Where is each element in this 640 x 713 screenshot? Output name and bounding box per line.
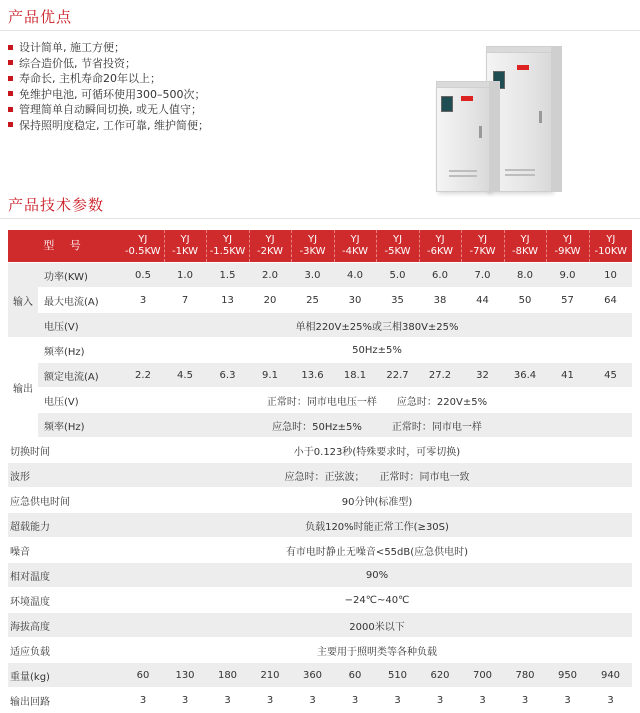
table-cell: 700 [461,663,504,688]
table-cell: 额定电流(A) [38,363,122,388]
table-cell: 6.0 [419,263,461,288]
table-cell: 9.0 [546,263,589,288]
table-cell: 10 [589,263,632,288]
table-cell: 22.7 [376,363,419,388]
table-cell: 主要用于照明类等各种负载 [122,638,632,663]
short-cabinet [436,85,490,192]
eps-logo [461,96,473,101]
input-group-label: 输入 [8,263,38,338]
spec-row [8,488,632,513]
model-text: -6KW [426,246,454,257]
model-text: YJ [562,234,573,245]
input-voltage-row [8,313,632,338]
model-cell [419,230,461,263]
table-cell: 5.0 [376,263,419,288]
table-cell: 620 [419,663,461,688]
weight-row [8,663,632,688]
table-cell: 510 [376,663,419,688]
table-cell: 27.2 [419,363,461,388]
bullet-icon [8,91,13,96]
model-cell [504,230,546,263]
table-cell: 最大电流(A) [38,288,122,313]
table-cell: 3 [249,688,291,713]
table-cell: 60 [334,663,376,688]
table-cell: 1.5 [206,263,249,288]
model-cell [122,230,164,263]
bullet-icon [8,107,13,112]
spec-row [8,588,632,613]
table-cell: 25 [291,288,334,313]
table-cell: 38 [419,288,461,313]
table-cell: 3 [546,688,589,713]
model-text: YJ [180,234,190,245]
table-cell: 6.3 [206,363,249,388]
advantages-divider [0,30,640,31]
table-cell: 3 [504,688,546,713]
spec-row [8,638,632,663]
spec-row [8,438,632,463]
model-header-row [8,230,632,263]
table-cell: 180 [206,663,249,688]
model-cell [589,230,632,263]
table-cell: 应急供电时间 [8,488,122,513]
model-text: YJ [520,234,530,245]
table-cell: 50Hz±5% [122,338,632,363]
bullet-icon [8,76,13,81]
table-cell: 应急时：正弦波； 正常时：同市电一致 [122,463,632,488]
table-cell: 3 [419,688,461,713]
feature-item: 保持照明度稳定, 工作可靠, 维护简便； [8,118,209,134]
table-cell: 44 [461,288,504,313]
table-cell: 频率(Hz) [38,413,122,438]
table-cell: 7 [164,288,206,313]
table-cell: 功率(KW) [38,263,122,288]
model-text: -10KW [594,246,627,257]
model-text: YJ [307,234,318,245]
feature-item: 免维护电池, 可循环使用300–500次； [8,87,209,103]
table-cell: 1.0 [164,263,206,288]
spec-row [8,513,632,538]
table-cell: 2.2 [122,363,164,388]
table-cell: −24℃~40℃ [122,588,632,613]
table-cell: 单相220V±25%或三相380V±25% [122,313,632,338]
model-label: 型 号 [8,230,122,263]
model-text: -3KW [299,246,326,257]
model-text: -1KW [171,246,199,257]
model-cell [376,230,419,263]
table-cell: 57 [546,288,589,313]
output-voltage-row [8,388,632,413]
table-cell: 90分钟(标准型) [122,488,632,513]
output-group-label: 输出 [8,338,38,438]
table-cell: 应急时：50Hz±5% 正常时：同市电一样 [122,413,632,438]
table-cell: 相对温度 [8,563,122,588]
table-cell: 3 [164,688,206,713]
model-text: -1.5KW [209,246,246,257]
model-text: -8KW [511,246,539,257]
table-cell: 超载能力 [8,513,122,538]
model-cell [164,230,206,263]
table-cell: 3 [461,688,504,713]
model-text: YJ [435,234,445,245]
model-cell [461,230,504,263]
table-cell: 32 [461,363,504,388]
table-cell: 45 [589,363,632,388]
display-panel [441,96,453,112]
eps-logo [517,65,529,70]
model-text: YJ [350,234,360,245]
table-cell: 9.1 [249,363,291,388]
model-text: -7KW [469,246,496,257]
table-cell: 3 [122,288,164,313]
table-cell: 环境温度 [8,588,122,613]
table-cell: 64 [589,288,632,313]
model-text: YJ [392,234,403,245]
table-cell: 波形 [8,463,122,488]
table-cell: 90% [122,563,632,588]
table-cell: 3 [206,688,249,713]
table-cell: 4.0 [334,263,376,288]
bullet-icon [8,45,13,50]
feature-item: 寿命长, 主机寿命20年以上； [8,71,209,87]
table-cell: 60 [122,663,164,688]
table-cell: 30 [334,288,376,313]
spec-table [8,230,632,713]
table-cell: 正常时：同市电电压一样 应急时：220V±5% [122,388,632,413]
model-text: YJ [138,234,148,245]
spec-row [8,463,632,488]
bullet-icon [8,60,13,65]
table-cell: 4.5 [164,363,206,388]
model-text: -0.5KW [124,246,161,257]
table-cell: 电压(V) [38,313,122,338]
model-text: YJ [477,234,488,245]
model-text: YJ [606,234,616,245]
model-cell [291,230,334,263]
table-cell: 适应负载 [8,638,122,663]
bullet-icon [8,122,13,127]
spec-row [8,563,632,588]
table-cell: 940 [589,663,632,688]
table-cell: 3 [291,688,334,713]
table-cell: 13 [206,288,249,313]
table-cell: 20 [249,288,291,313]
table-cell: 有市电时静止无噪音<55dB(应急供电时) [122,538,632,563]
feature-item: 设计简单, 施工方便； [8,40,209,56]
input-frequency-row [8,338,632,363]
rated-current-row [8,363,632,388]
model-text: -2KW [256,246,284,257]
model-text: YJ [222,234,233,245]
power-row [8,263,632,288]
model-cell [249,230,291,263]
table-cell: 210 [249,663,291,688]
table-cell: 41 [546,363,589,388]
table-cell: 输出回路 [8,688,122,713]
table-cell: 3 [334,688,376,713]
table-cell: 36.4 [504,363,546,388]
output-frequency-row [8,413,632,438]
product-image [420,40,570,195]
table-cell: 3.0 [291,263,334,288]
table-cell: 7.0 [461,263,504,288]
table-cell: 电压(V) [38,388,122,413]
model-text: -4KW [341,246,369,257]
model-cell [206,230,249,263]
specs-divider [0,218,640,219]
table-cell: 小于0.123秒(特殊要求时，可零切换) [122,438,632,463]
table-cell: 50 [504,288,546,313]
table-cell: 海拔高度 [8,613,122,638]
model-text: YJ [265,234,275,245]
table-cell: 切换时间 [8,438,122,463]
table-cell: 950 [546,663,589,688]
feature-item: 综合造价低, 节省投资； [8,56,209,72]
table-cell: 18.1 [334,363,376,388]
circuits-row [8,688,632,713]
spec-row [8,538,632,563]
table-cell: 频率(Hz) [38,338,122,363]
spec-row [8,613,632,638]
feature-item: 管理简单自动瞬间切换, 或无人值守； [8,102,209,118]
table-cell: 0.5 [122,263,164,288]
table-cell: 35 [376,288,419,313]
table-cell: 13.6 [291,363,334,388]
table-cell: 噪音 [8,538,122,563]
table-cell: 8.0 [504,263,546,288]
model-text: -5KW [384,246,411,257]
model-cell [546,230,589,263]
table-cell: 3 [589,688,632,713]
table-cell: 130 [164,663,206,688]
table-cell: 780 [504,663,546,688]
table-cell: 负载120%时能正常工作(≥30S) [122,513,632,538]
table-cell: 360 [291,663,334,688]
specs-title: 产品技术参数 [8,196,105,214]
max-current-row [8,288,632,313]
model-text: -9KW [554,246,581,257]
advantages-title: 产品优点 [8,8,73,26]
table-cell: 重量(kg) [8,663,122,688]
table-cell: 3 [376,688,419,713]
feature-list [8,40,209,133]
table-cell: 3 [122,688,164,713]
model-cell [334,230,376,263]
table-cell: 2.0 [249,263,291,288]
table-cell: 2000米以下 [122,613,632,638]
